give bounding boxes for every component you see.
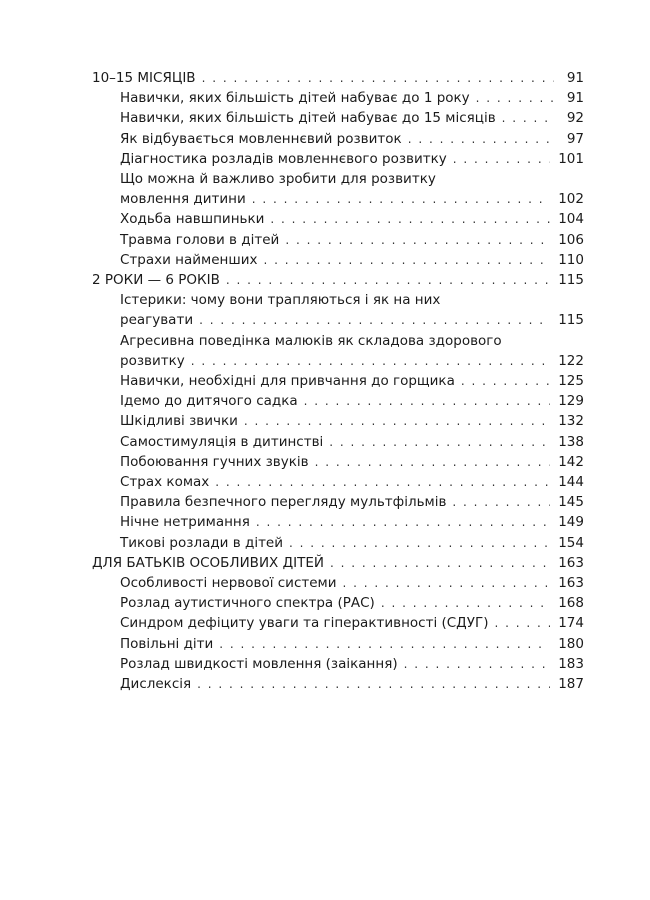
toc-entry-line [120, 674, 584, 694]
toc-page-number: 149 [558, 514, 584, 531]
dot-leader [453, 149, 550, 169]
toc-page-number: 132 [558, 413, 584, 430]
dot-leader [202, 68, 554, 88]
toc-entry [92, 492, 584, 512]
toc-entry [92, 391, 584, 411]
toc-entry-title: 10–15 МІСЯЦІВ [92, 70, 196, 86]
toc-entry [92, 634, 584, 654]
toc-entry-line [120, 654, 584, 674]
toc-entry-line [120, 391, 584, 411]
toc-entry [92, 290, 584, 330]
toc-entry-title: ДЛЯ БАТЬКІВ ОСОБЛИВИХ ДІТЕЙ [92, 554, 324, 571]
toc-section-heading [92, 553, 584, 573]
dot-leader [199, 310, 550, 330]
toc-entry-title: Агресивна поведінка малюків як складова здорового [120, 332, 502, 349]
toc-page-number: 104 [558, 211, 584, 228]
toc-entry-line [120, 452, 584, 472]
toc-entry [92, 108, 584, 128]
toc-entry-title: Синдром дефіциту уваги та гіперактивності (СДУГ) [120, 615, 489, 632]
toc-page-number: 91 [566, 90, 584, 107]
toc-entry-title: Навички, яких більшість дітей набуває до 15 місяців [120, 110, 496, 127]
toc-entry-line [120, 573, 584, 593]
toc-entry-line [120, 209, 584, 229]
dot-leader [304, 391, 551, 411]
toc-entry-line [120, 149, 584, 169]
toc-entry-title: розвитку [120, 352, 185, 369]
toc-entry [92, 573, 584, 593]
dot-leader [404, 654, 551, 674]
toc-entry-title: реагувати [120, 312, 194, 329]
toc-page-number: 142 [558, 453, 584, 470]
toc-entry [92, 654, 584, 674]
toc-entry [92, 149, 584, 169]
toc-entry-title: Страх комах [120, 474, 210, 491]
toc-entry-line [120, 331, 584, 351]
toc-entry-title: Особливості нервової системи [120, 575, 337, 592]
toc-entry-title: Навички, яких більшість дітей набуває до 1 року [120, 90, 470, 107]
toc-entry-line [120, 189, 584, 209]
toc-page-number: 187 [558, 676, 584, 693]
toc-entry-line [120, 88, 584, 108]
toc-entry [92, 250, 584, 270]
toc-page-number: 92 [566, 110, 584, 127]
toc-entry-line [120, 512, 584, 532]
toc-page-number: 174 [558, 615, 584, 632]
toc-entry [92, 371, 584, 391]
table-of-contents [92, 68, 584, 694]
toc-entry [92, 209, 584, 229]
toc-entry-title: Дислексія [120, 676, 192, 693]
toc-entry [92, 613, 584, 633]
toc-entry [92, 331, 584, 371]
toc-page-number: 106 [558, 231, 584, 248]
toc-entry-line [120, 472, 584, 492]
dot-leader [494, 613, 550, 633]
toc-entry [92, 129, 584, 149]
toc-entry-title: Розлад аутистичного спектра (РАС) [120, 595, 375, 612]
dot-leader [226, 270, 550, 290]
dot-leader [264, 250, 551, 270]
dot-leader [329, 432, 550, 452]
toc-page-number: 91 [566, 70, 584, 86]
toc-page-number: 115 [558, 312, 584, 329]
toc-entry-line [120, 230, 584, 250]
toc-entry-title: Самостимуляція в дитинстві [120, 433, 324, 450]
dot-leader [197, 674, 550, 694]
toc-entry-title: Розлад швидкості мовлення (заікання) [120, 655, 398, 672]
toc-page-number: 110 [558, 251, 584, 268]
toc-entry-line [120, 290, 584, 310]
toc-entry [92, 169, 584, 209]
toc-entry [92, 452, 584, 472]
dot-leader [461, 371, 550, 391]
toc-entry-title: Повільні діти [120, 635, 214, 652]
toc-entry-line [120, 371, 584, 391]
toc-entry-title: Тикові розлади в дітей [120, 534, 284, 551]
toc-entry-line [120, 634, 584, 654]
toc-entry [92, 674, 584, 694]
toc-entry [92, 88, 584, 108]
toc-entry-title: Побоювання гучних звуків [120, 453, 309, 470]
toc-entry-line [120, 169, 584, 189]
dot-leader [330, 553, 550, 573]
toc-entry [92, 411, 584, 431]
toc-entry [92, 472, 584, 492]
toc-page-number: 101 [558, 150, 584, 167]
dot-leader [408, 129, 554, 149]
toc-entry-title: Нічне нетримання [120, 514, 250, 531]
toc-page-number: 129 [558, 393, 584, 410]
toc-entry-line [120, 613, 584, 633]
toc-entry-title: 2 РОКИ — 6 РОКІВ [92, 272, 220, 289]
dot-leader [289, 533, 550, 553]
toc-page-number: 125 [558, 373, 584, 390]
toc-entry-line [120, 432, 584, 452]
toc-entry-line [120, 310, 584, 330]
dot-leader [215, 472, 550, 492]
toc-entry-line [92, 553, 584, 573]
toc-entry-title: Правила безпечного перегляду мультфільмів [120, 494, 447, 511]
toc-entry-line [120, 492, 584, 512]
toc-page-number: 180 [558, 635, 584, 652]
toc-entry-title: Що можна й важливо зробити для розвитку [120, 171, 436, 188]
toc-entry-title: Шкідливі звички [120, 413, 238, 430]
toc-entry-line [120, 351, 584, 371]
dot-leader [381, 593, 550, 613]
dot-leader [502, 108, 554, 128]
dot-leader [270, 209, 550, 229]
toc-entry-line [120, 533, 584, 553]
toc-page-number: 115 [558, 272, 584, 289]
dot-leader [191, 351, 550, 371]
toc-entry-title: Навички, необхідні для привчання до горщика [120, 373, 455, 390]
toc-entry-title: Ідемо до дитячого садка [120, 393, 298, 410]
toc-entry-line [120, 129, 584, 149]
dot-leader [476, 88, 554, 108]
toc-page-number: 138 [558, 433, 584, 450]
toc-entry [92, 512, 584, 532]
toc-entry-title: Діагностика розладів мовленнєвого розвитку [120, 150, 447, 167]
toc-entry-line [120, 250, 584, 270]
toc-entry-title: Страхи найменших [120, 251, 258, 268]
toc-page-number: 122 [558, 352, 584, 369]
toc-entry-title: Травма голови в дітей [120, 231, 280, 248]
toc-entry-title: Ходьба навшпиньки [120, 211, 265, 228]
toc-page-number: 163 [558, 575, 584, 592]
toc-entry-title: мовлення дитини [120, 191, 246, 208]
toc-entry-line [92, 270, 584, 290]
toc-entry [92, 593, 584, 613]
toc-entry-title: Як відбувається мовленнєвий розвиток [120, 130, 402, 147]
toc-page-number: 183 [558, 655, 584, 672]
toc-entry-title: Істерики: чому вони трапляються і як на них [120, 292, 441, 309]
dot-leader [252, 189, 550, 209]
toc-page-number: 145 [558, 494, 584, 511]
toc-page-number: 154 [558, 534, 584, 551]
dot-leader [219, 634, 550, 654]
toc-entry [92, 432, 584, 452]
toc-entry-line [120, 108, 584, 128]
dot-leader [315, 452, 551, 472]
toc-section-heading [92, 68, 584, 88]
toc-page-number: 163 [558, 554, 584, 571]
toc-entry [92, 533, 584, 553]
toc-page-number: 97 [566, 130, 584, 147]
dot-leader [343, 573, 551, 593]
toc-section-heading [92, 270, 584, 290]
toc-entry-line [120, 593, 584, 613]
toc-entry-line [92, 68, 584, 88]
toc-page-number: 144 [558, 474, 584, 491]
toc-page-number: 102 [558, 191, 584, 208]
dot-leader [285, 230, 550, 250]
dot-leader [452, 492, 550, 512]
toc-entry [92, 230, 584, 250]
toc-entry-line [120, 411, 584, 431]
dot-leader [244, 411, 550, 431]
toc-page-number: 168 [558, 595, 584, 612]
dot-leader [256, 512, 550, 532]
